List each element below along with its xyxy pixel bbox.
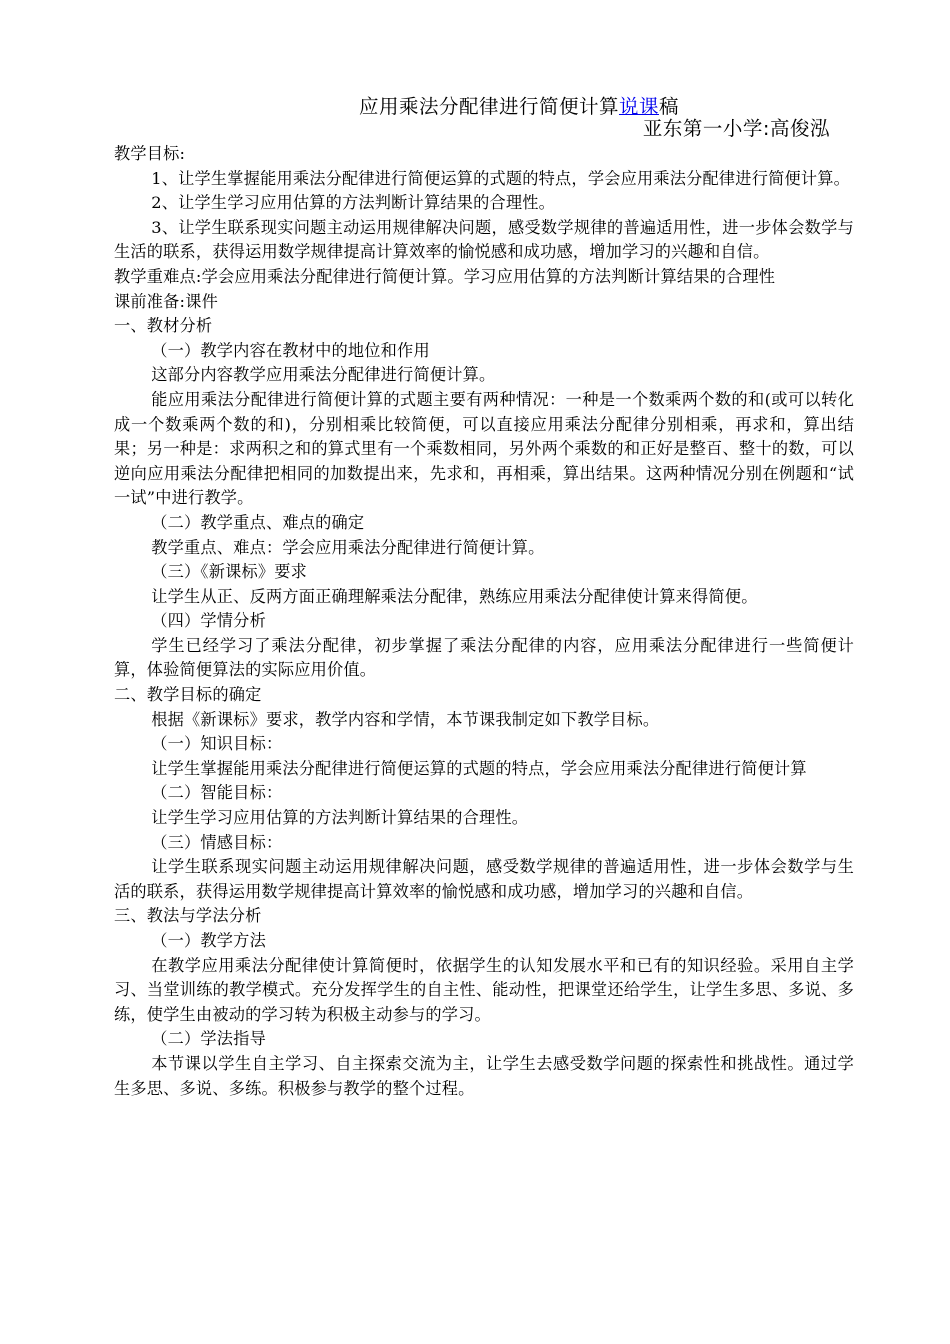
subsection-heading: （三）情感目标： — [151, 832, 283, 852]
paragraph: 让学生学习应用估算的方法判断计算结果的合理性。 — [151, 808, 529, 828]
objective-item: 1、让学生掌握能用乘法分配律进行简便运算的式题的特点，学会应用乘法分配律进行简便计算。 — [151, 168, 851, 188]
subsection-heading: （二）学法指导 — [151, 1029, 266, 1049]
paragraph: 让学生从正、反两方面正确理解乘法分配律，熟练应用乘法分配律使计算来得简便。 — [151, 586, 758, 606]
document-title: 应用乘法分配律进行简便计算说课稿 — [358, 95, 680, 118]
paragraph: 学生已经学习了乘法分配律，初步掌握了乘法分配律的内容，应用乘法分配律进行一些简便计算，体验简便算法的实际应用价值。 — [114, 635, 854, 680]
paragraph: 根据《新课标》要求，教学内容和学情，本节课我制定如下教学目标。 — [151, 709, 660, 729]
preparation: 课前准备:课件 — [114, 291, 218, 311]
paragraph: 能应用乘法分配律进行简便计算的式题主要有两种情况：一种是一个数乘两个数的和(或可以转化成一个数乘两个数的和)，分别相乘比较简便，可以直接应用乘法分配律分别相乘，再求和，算出结果；另一种是：求两积之和的算式里有一个乘数相同，另外两个乘数的和正好是整百、整十的数，可以逆向应用乘法分配律把相同的加数提出来，先求和，再相乘，算出结果。这两种情况分别在例题和“试一试”中进行教学。 — [114, 389, 854, 508]
subsection-heading: （二）教学重点、难点的确定 — [151, 512, 365, 532]
subsection-heading: （三）《新课标》要求 — [151, 562, 308, 582]
section-heading: 二、教学目标的确定 — [114, 685, 262, 705]
key-points: 教学重难点:学会应用乘法分配律进行简便计算。学习应用估算的方法判断计算结果的合理性 — [114, 266, 776, 286]
paragraph: 教学重点、难点：学会应用乘法分配律进行简便计算。 — [151, 537, 545, 557]
section-heading: 三、教法与学法分析 — [114, 906, 262, 926]
objective-item: 2、让学生学习应用估算的方法判断计算结果的合理性。 — [151, 193, 556, 213]
subsection-heading: （二）智能目标： — [151, 783, 283, 803]
paragraph: 本节课以学生自主学习、自主探索交流为主，让学生去感受数学问题的探索性和挑战性。通过学生多思、多说、多练。积极参与教学的整个过程。 — [114, 1053, 854, 1098]
subsection-heading: （一）教学方法 — [151, 931, 266, 950]
paragraph: 在教学应用乘法分配律使计算简便时，依据学生的认知发展水平和已有的知识经验。采用自主学习、当堂训练的教学模式。充分发挥学生的自主性、能动性，把课堂还给学生，让学生多思、多说、多练，使学生由被动的学习转为积极主动参与的学习。 — [114, 955, 854, 1024]
subsection-heading: （四）学情分析 — [151, 611, 266, 631]
author-line: 亚东第一小学:高俊泓 — [642, 117, 830, 140]
subsection-heading: （一）知识目标： — [151, 734, 283, 754]
objectives-heading: 教学目标: — [114, 144, 186, 163]
subsection-heading: （一）教学内容在教材中的地位和作用 — [151, 340, 430, 360]
document-page — [114, 92, 854, 1101]
objective-item: 3、让学生联系现实问题主动运用规律解决问题，感受数学规律的普遍适用性，进一步体会数学与生活的联系，获得运用数学规律提高计算效率的愉悦感和成功感，增加学习的兴趣和自信。 — [114, 217, 854, 262]
paragraph: 让学生联系现实问题主动运用规律解决问题，感受数学规律的普遍适用性，进一步体会数学与生活的联系，获得运用数学规律提高计算效率的愉悦感和成功感，增加学习的兴趣和自信。 — [114, 857, 854, 901]
paragraph: 让学生掌握能用乘法分配律进行简便运算的式题的特点，学会应用乘法分配律进行简便计算 — [151, 758, 807, 778]
section-heading: 一、教材分析 — [114, 316, 213, 336]
paragraph: 这部分内容教学应用乘法分配律进行简便计算。 — [151, 365, 496, 385]
title-link[interactable]: 说课 — [618, 95, 659, 118]
